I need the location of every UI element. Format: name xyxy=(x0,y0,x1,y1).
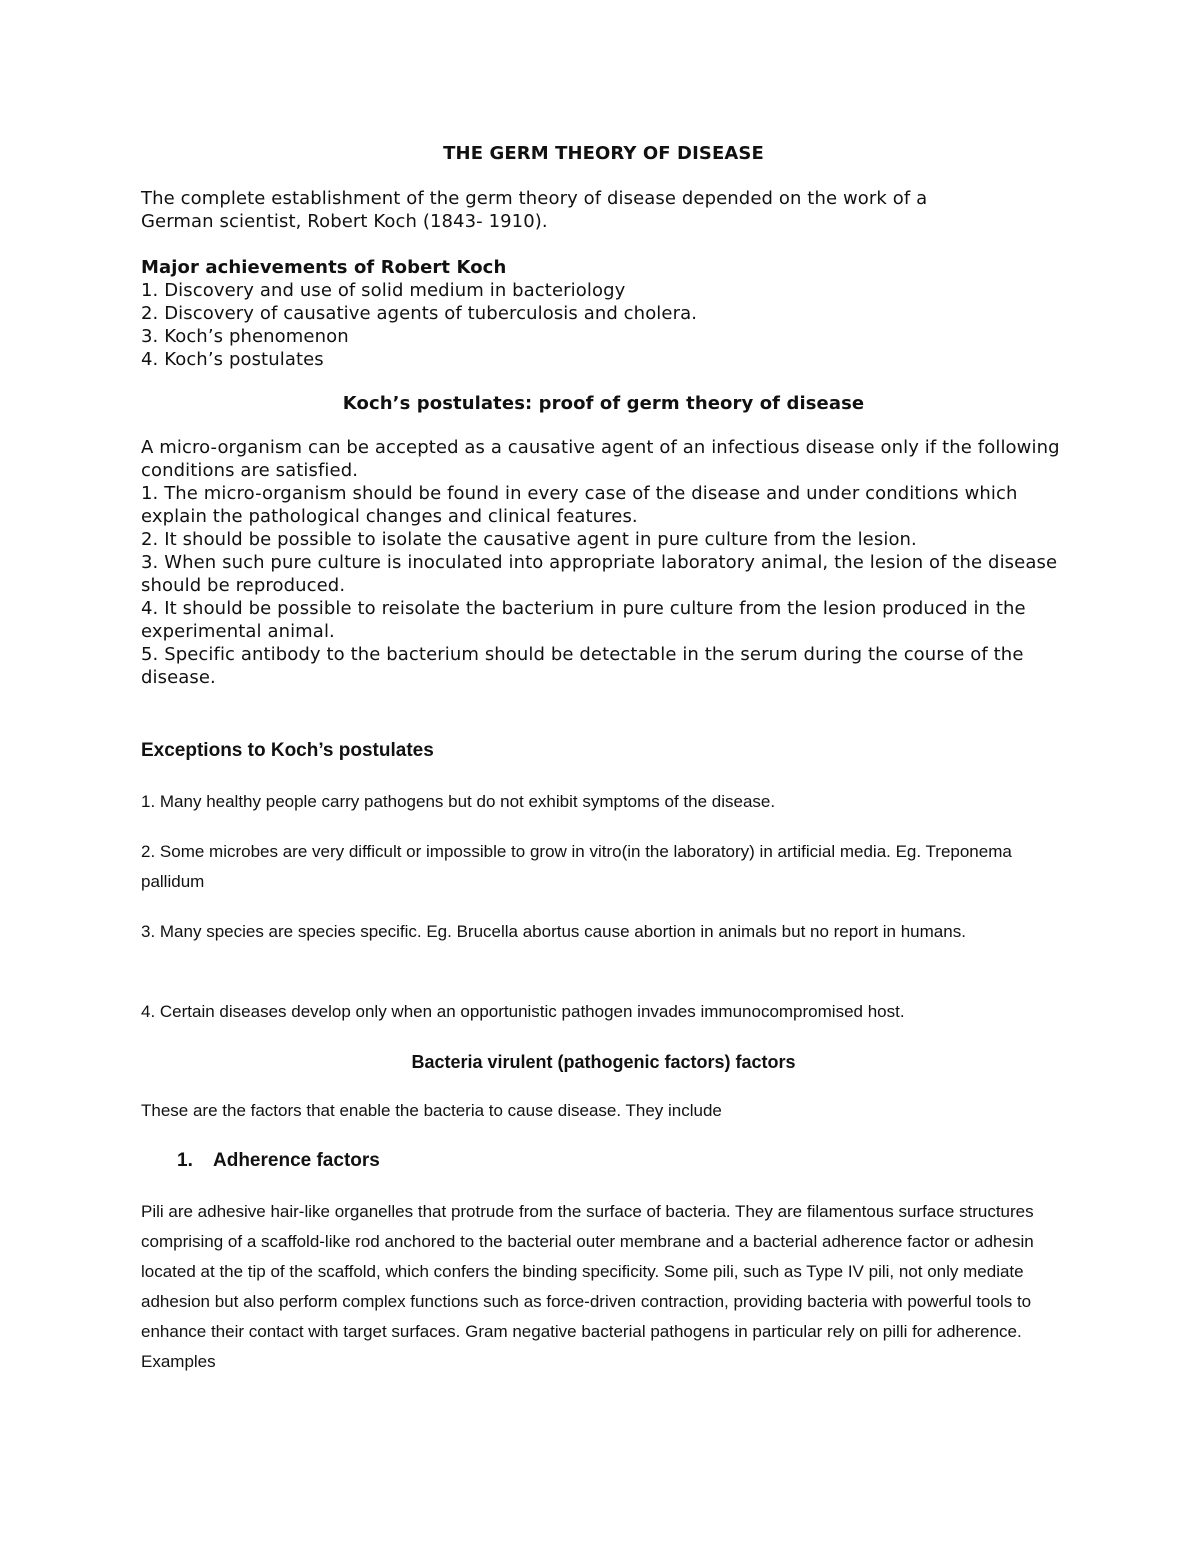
postulates-section xyxy=(141,436,1071,689)
achievement-item: 1. Discovery and use of solid medium in bacteriology xyxy=(141,280,626,301)
postulate-item: 3. When such pure culture is inoculated into appropriate laboratory animal, the lesion of the disease should be reproduced. xyxy=(141,552,1058,596)
exception-item: 2. Some microbes are very difficult or impossible to grow in vitro(in the laboratory) in artificial media. Eg. Treponema pallidum xyxy=(141,842,1012,891)
achievement-item: 3. Koch’s phenomenon xyxy=(141,326,349,347)
virulence-lead: These are the factors that enable the bacteria to cause disease. They include xyxy=(141,1101,722,1120)
postulate-item: 5. Specific antibody to the bacterium should be detectable in the serum during the course of the disease. xyxy=(141,644,1024,688)
virulence-heading: Bacteria virulent (pathogenic factors) factors xyxy=(411,1052,796,1072)
exception-item: 3. Many species are species specific. Eg. Brucella abortus cause abortion in animals but no report in humans. xyxy=(141,922,966,941)
adherence-paragraph: Pili are adhesive hair-like organelles that protrude from the surface of bacteria. They are filamentous surface structures comprising of a scaffold-like rod anchored to the bacterial outer membrane and a bacterial adherence factor or adhesin located at the tip of the scaffold, which confers the binding specificity. Some pili, such as Type IV pili, not only mediate adhesion but also perform complex functions such as force-driven contraction, providing bacteria with powerful tools to enhance their contact with target surfaces. Gram negative bacterial pathogens in particular rely on pilli for adherence. Examples xyxy=(141,1202,1034,1371)
intro-paragraph: The complete establishment of the germ theory of disease depended on the work of a German scientist, Robert Koch (1843- 1910). xyxy=(141,188,928,232)
exceptions-heading: Exceptions to Koch’s postulates xyxy=(141,740,434,761)
exception-item: 1. Many healthy people carry pathogens but do not exhibit symptoms of the disease. xyxy=(141,792,776,811)
achievement-item: 4. Koch’s postulates xyxy=(141,349,324,370)
exception-item: 4. Certain diseases develop only when an opportunistic pathogen invades immunocompromised host. xyxy=(141,1002,905,1021)
postulates-heading: Koch’s postulates: proof of germ theory of disease xyxy=(342,393,865,414)
adherence-subheading xyxy=(141,1146,1066,1176)
subheading-text: Adherence factors xyxy=(213,1150,380,1171)
achievements-section xyxy=(141,256,1066,371)
achievements-heading: Major achievements of Robert Koch xyxy=(141,257,507,278)
postulate-item: 2. It should be possible to isolate the causative agent in pure culture from the lesion. xyxy=(141,529,917,550)
subheading-number: 1. xyxy=(177,1150,193,1171)
achievement-item: 2. Discovery of causative agents of tuberculosis and cholera. xyxy=(141,303,698,324)
postulate-item: 1. The micro-organism should be found in every case of the disease and under conditions which explain the pathological changes and clinical features. xyxy=(141,483,1018,527)
postulate-item: 4. It should be possible to reisolate the bacterium in pure culture from the lesion produced in the experimental animal. xyxy=(141,598,1026,642)
postulates-lead: A micro-organism can be accepted as a causative agent of an infectious disease only if the following conditions are satisfied. xyxy=(141,437,1060,481)
document-title: THE GERM THEORY OF DISEASE xyxy=(443,143,764,164)
